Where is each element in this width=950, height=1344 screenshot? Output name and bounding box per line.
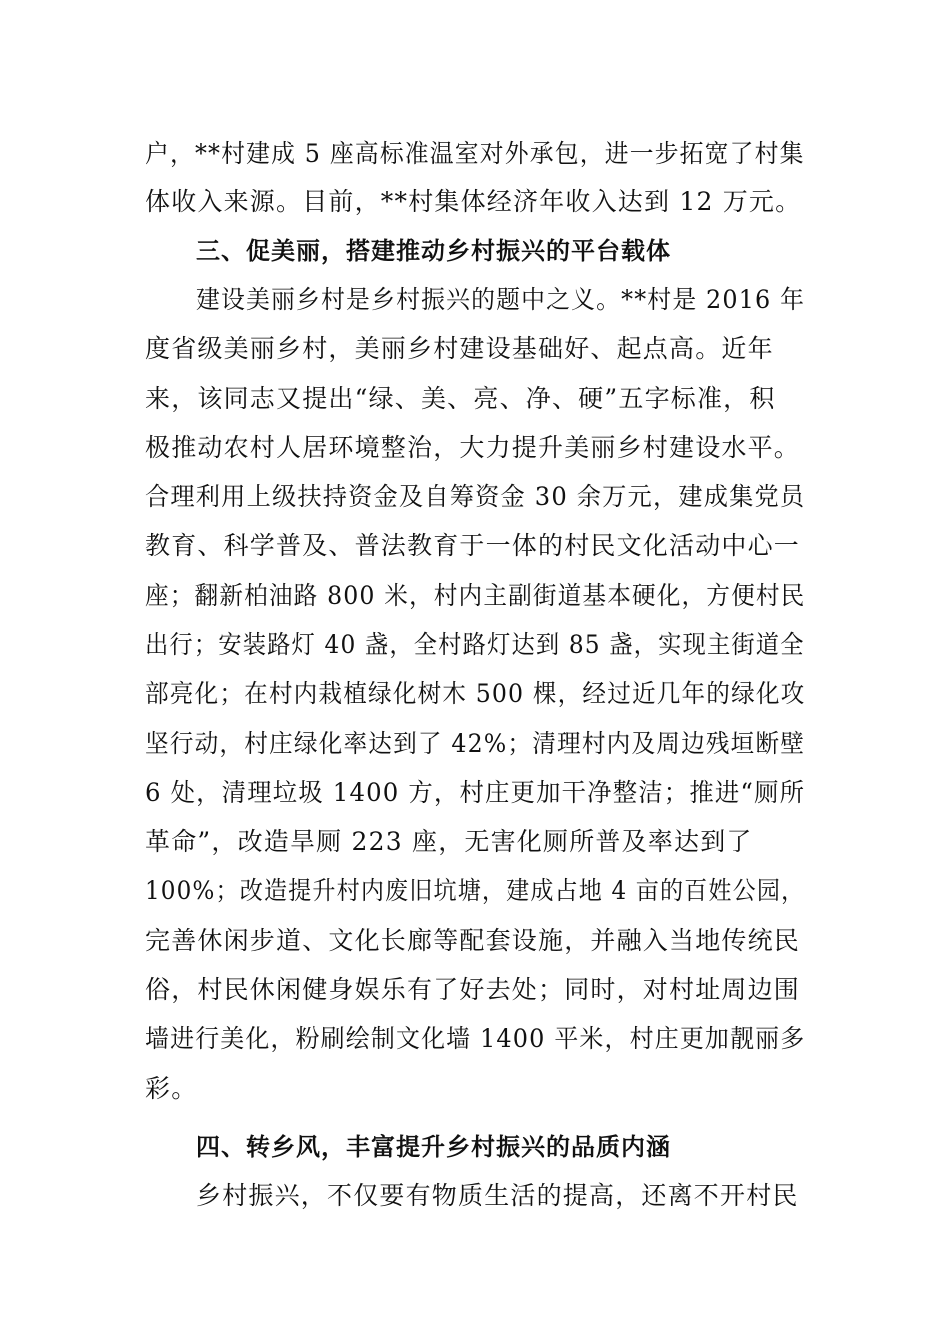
paragraph-line: 度省级美丽乡村，美丽乡村建设基础好、起点高。近年 xyxy=(145,334,774,363)
paragraph-line: 来，该同志又提出“绿、美、亮、净、硬”五字标准，积 xyxy=(145,384,776,413)
paragraph-line: 建设美丽乡村是乡村振兴的题中之义。**村是 2016 年 xyxy=(196,285,806,314)
paragraph-line: 合理利用上级扶持资金及自筹资金 30 余万元，建成集党员 xyxy=(145,482,806,511)
paragraph-line: 出行；安装路灯 40 盏，全村路灯达到 85 盏，实现主街道全 xyxy=(145,630,805,659)
paragraph-line: 俗，村民休闲健身娱乐有了好去处；同时，对村址周边围 xyxy=(145,975,801,1004)
paragraph-line: 教育、科学普及、普法教育于一体的村民文化活动中心一 xyxy=(145,531,801,560)
paragraph-line: 完善休闲步道、文化长廊等配套设施，并融入当地传统民 xyxy=(145,926,801,955)
paragraph-line: 坚行动，村庄绿化率达到了 42%；清理村内及周边残垣断壁 xyxy=(145,729,806,758)
paragraph-line: 部亮化；在村内栽植绿化树木 500 棵，经过近几年的绿化攻 xyxy=(145,679,806,708)
paragraph-line: 革命”，改造旱厕 223 座，无害化厕所普及率达到了 xyxy=(145,827,753,856)
paragraph-line: 体收入来源。目前，**村集体经济年收入达到 12 万元。 xyxy=(145,187,802,216)
paragraph-line: 座；翻新柏油路 800 米，村内主副街道基本硬化，方便村民 xyxy=(145,581,806,610)
paragraph-line: 100%；改造提升村内废旧坑塘，建成占地 4 亩的百姓公园， xyxy=(145,876,806,905)
section-heading-4: 四、转乡风，丰富提升乡村振兴的品质内涵 xyxy=(196,1132,671,1161)
paragraph-line: 乡村振兴，不仅要有物质生活的提高，还离不开村民 xyxy=(196,1181,799,1210)
paragraph-line: 彩。 xyxy=(145,1074,198,1103)
paragraph-line: 墙进行美化，粉刷绘制文化墙 1400 平米，村庄更加靓丽多 xyxy=(145,1024,806,1053)
section-heading-3: 三、促美丽，搭建推动乡村振兴的平台载体 xyxy=(196,236,671,265)
paragraph-line: 6 处，清理垃圾 1400 方，村庄更加干净整洁；推进“厕所 xyxy=(145,778,806,807)
paragraph-line: 户，**村建成 5 座高标准温室对外承包，进一步拓宽了村集 xyxy=(145,139,805,168)
paragraph-line: 极推动农村人居环境整治，大力提升美丽乡村建设水平。 xyxy=(145,433,801,462)
